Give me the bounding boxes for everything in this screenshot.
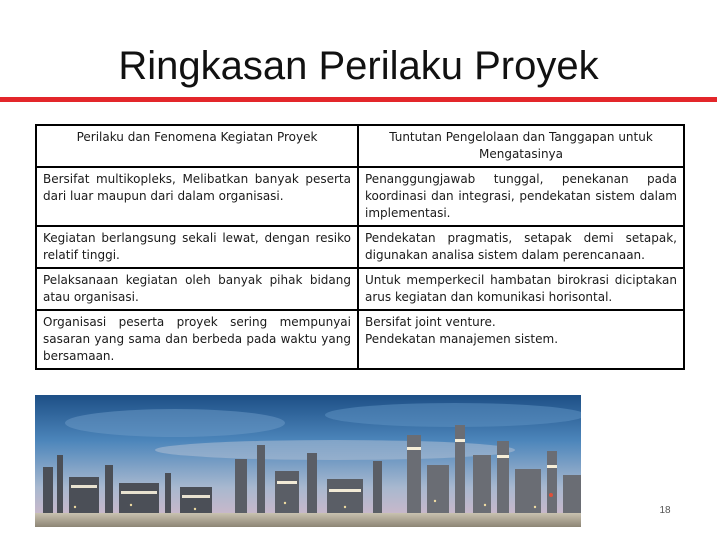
table-cell: Pendekatan pragmatis, setapak demi setapak, digunakan analisa sistem dalam perencanaan. <box>358 226 684 268</box>
table-cell: Kegiatan berlangsung sekali lewat, dengan resiko relatif tinggi. <box>36 226 358 268</box>
table-cell: Bersifat joint venture. Pendekatan manajemen sistem. <box>358 310 684 369</box>
summary-table <box>35 124 685 370</box>
table-cell: Bersifat multikopleks, Melibatkan banyak peserta dari luar maupun dari dalam organisasi. <box>36 167 358 226</box>
table-header-cell: Tuntutan Pengelolaan dan Tanggapan untuk Mengatasinya <box>358 125 684 167</box>
table-row <box>36 310 684 369</box>
table-row <box>36 268 684 310</box>
table-cell: Organisasi peserta proyek sering mempunyai sasaran yang sama dan berbeda pada waktu yang bersamaan. <box>36 310 358 369</box>
slide-title: Ringkasan Perilaku Proyek <box>118 44 599 88</box>
page-number: 18 <box>659 505 671 516</box>
table-cell: Untuk memperkecil hambatan birokrasi diciptakan arus kegiatan dan komunikasi horisontal. <box>358 268 684 310</box>
table-header-row <box>36 125 684 167</box>
table-row <box>36 167 684 226</box>
title-divider <box>0 97 717 102</box>
table-row <box>36 226 684 268</box>
table-cell: Penanggungjawab tunggal, penekanan pada koordinasi dan integrasi, pendekatan sistem dalam implementasi. <box>358 167 684 226</box>
refinery-photo <box>35 395 581 527</box>
table-cell: Pelaksanaan kegiatan oleh banyak pihak bidang atau organisasi. <box>36 268 358 310</box>
table-header-cell: Perilaku dan Fenomena Kegiatan Proyek <box>36 125 358 167</box>
refinery-illustration <box>35 395 581 527</box>
